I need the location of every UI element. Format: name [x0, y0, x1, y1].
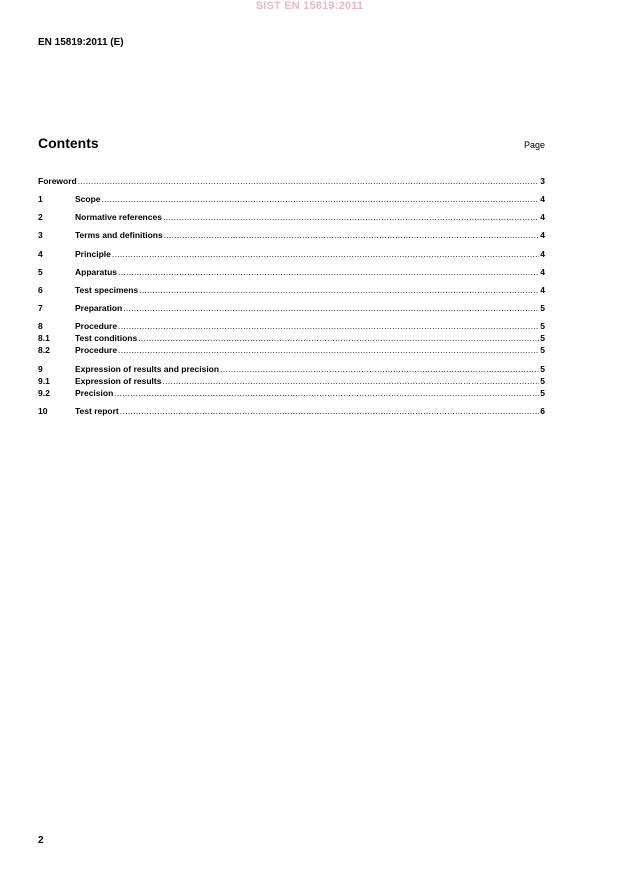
- dot-leader: [123, 303, 539, 313]
- toc-entry[interactable]: [38, 267, 545, 279]
- toc-page: 4: [540, 249, 545, 259]
- page-number: 2: [38, 835, 44, 846]
- toc-entry[interactable]: [38, 212, 545, 224]
- toc-page: 6: [540, 406, 545, 416]
- toc-number: 9: [38, 364, 43, 374]
- contents-heading: Contents: [38, 135, 99, 151]
- toc-title: Scope: [75, 194, 101, 204]
- toc-entry[interactable]: [38, 303, 545, 315]
- toc-entry[interactable]: [38, 321, 545, 333]
- toc-page: 4: [540, 267, 545, 277]
- toc-number: 8: [38, 321, 43, 331]
- dot-leader: [118, 345, 539, 355]
- toc-title: Precision: [75, 388, 114, 398]
- toc-entry-foreword[interactable]: [38, 176, 545, 188]
- toc-page: 5: [540, 345, 545, 355]
- toc-title: Expression of results and precision: [75, 364, 220, 374]
- toc-number: 10: [38, 406, 48, 416]
- toc-page: 4: [540, 194, 545, 204]
- dot-leader: [118, 267, 539, 277]
- toc-entry[interactable]: [38, 406, 545, 418]
- toc-entry[interactable]: [38, 333, 545, 345]
- toc-page: 5: [540, 364, 545, 374]
- toc-entry[interactable]: [38, 230, 545, 242]
- toc-number: 8.2: [38, 345, 50, 355]
- dot-leader: [114, 388, 539, 398]
- dot-leader: [139, 285, 539, 295]
- toc-number: 9.1: [38, 376, 50, 386]
- dot-leader: [138, 333, 539, 343]
- toc-title: Apparatus: [75, 267, 118, 277]
- toc-number: 8.1: [38, 333, 50, 343]
- dot-leader: [120, 406, 539, 416]
- toc-title: Procedure: [75, 345, 118, 355]
- toc-title: Test conditions: [75, 333, 138, 343]
- dot-leader: [118, 321, 539, 331]
- toc-title: Expression of results: [75, 376, 162, 386]
- toc-page: 4: [540, 212, 545, 222]
- toc-entry[interactable]: [38, 364, 545, 376]
- dot-leader: [112, 249, 539, 259]
- toc-entry[interactable]: [38, 285, 545, 297]
- toc-entry[interactable]: [38, 194, 545, 206]
- toc-entry[interactable]: [38, 388, 545, 400]
- toc-page: 3: [540, 176, 545, 186]
- toc-number: 5: [38, 267, 43, 277]
- toc-number: 1: [38, 194, 43, 204]
- dot-leader: [78, 176, 540, 186]
- dot-leader: [164, 230, 540, 240]
- toc-page: 5: [540, 376, 545, 386]
- dot-leader: [163, 212, 539, 222]
- toc-title: Normative references: [75, 212, 162, 222]
- toc-number: 4: [38, 249, 43, 259]
- toc-title: Preparation: [75, 303, 123, 313]
- toc-number: 7: [38, 303, 43, 313]
- toc-page: 5: [540, 388, 545, 398]
- toc-entry[interactable]: [38, 345, 545, 357]
- toc-page: 4: [540, 230, 545, 240]
- toc-number: 3: [38, 230, 43, 240]
- toc-page: 5: [540, 333, 545, 343]
- watermark: SIST EN 15819:2011: [255, 0, 364, 12]
- toc-number: 9.2: [38, 388, 50, 398]
- toc-title: Test specimens: [75, 285, 139, 295]
- dot-leader: [102, 194, 540, 204]
- toc-title: Terms and definitions: [75, 230, 163, 240]
- toc-page: 5: [540, 303, 545, 313]
- toc-title: Principle: [75, 249, 111, 259]
- dot-leader: [220, 364, 539, 374]
- toc-title: Test report: [75, 406, 119, 416]
- page-column-label: Page: [523, 140, 545, 150]
- toc-number: 6: [38, 285, 43, 295]
- toc-number: 2: [38, 212, 43, 222]
- toc-entry[interactable]: [38, 376, 545, 388]
- toc-entry[interactable]: [38, 249, 545, 261]
- dot-leader: [162, 376, 539, 386]
- document-id: EN 15819:2011 (E): [38, 37, 124, 48]
- toc-title: Procedure: [75, 321, 118, 331]
- toc-page: 4: [540, 285, 545, 295]
- toc-title: Foreword: [38, 176, 77, 186]
- toc-page: 5: [540, 321, 545, 331]
